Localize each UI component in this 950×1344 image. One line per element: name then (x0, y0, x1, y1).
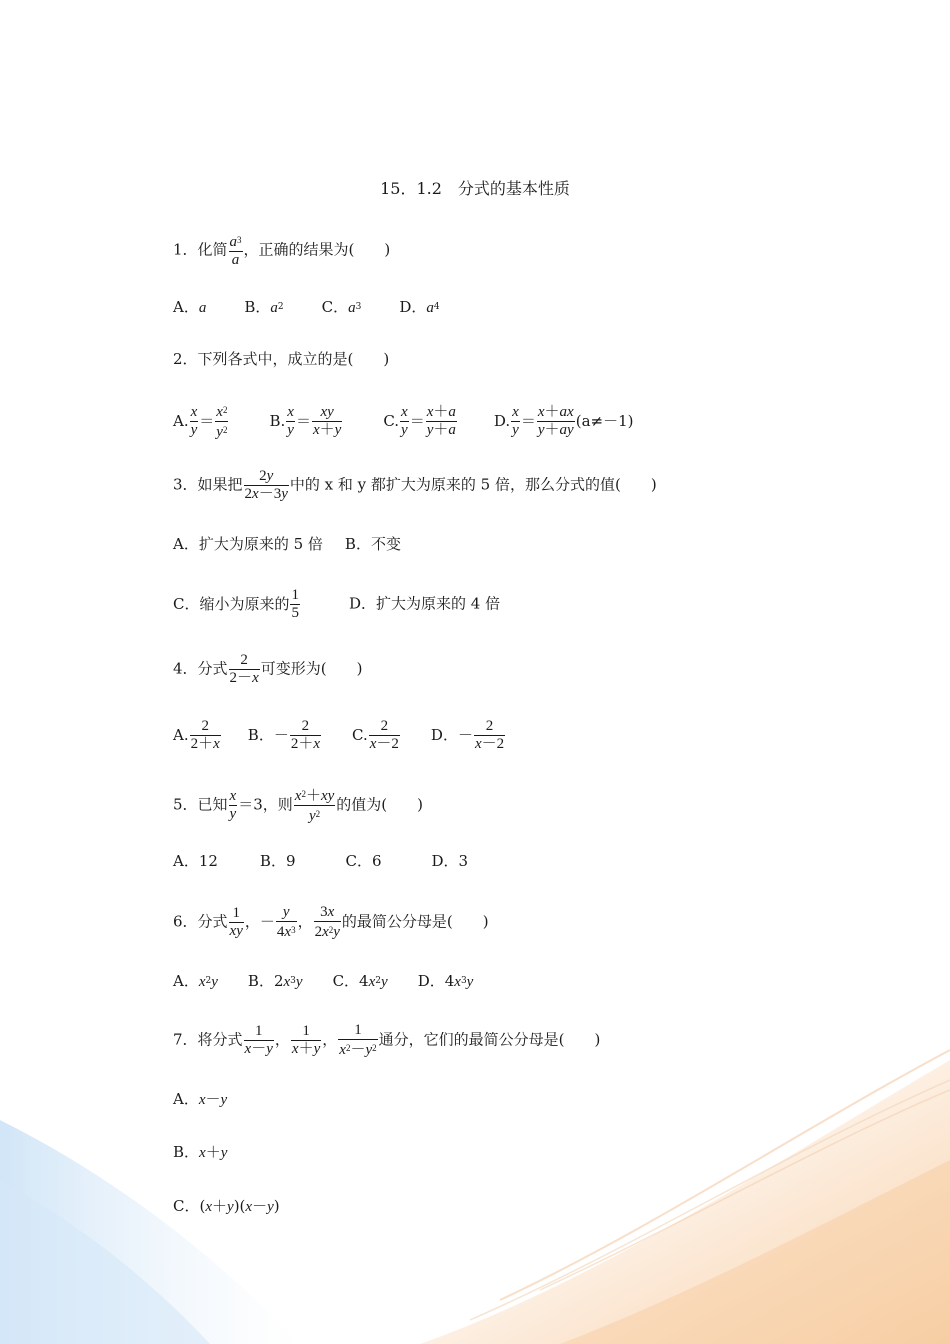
q6-stem-post: 的最简公分母是( ) (341, 912, 489, 931)
q1-option-a[interactable]: A．a (173, 298, 207, 316)
question-3 (173, 468, 657, 503)
q1-fraction: $\frac{a^3}{a}$ (229, 234, 242, 268)
question-1 (173, 232, 390, 269)
q6-stem-pre: 6．分式 (173, 912, 228, 931)
q2-option-a[interactable]: A. $\frac{x}{y}$ ＝ $\frac{x^2}{y^2}$ (173, 404, 228, 440)
q4-option-b[interactable]: B．－ $\frac{2}{2+x}$ (247, 718, 321, 752)
q5-option-d[interactable]: D．3 (431, 852, 469, 870)
q1-stem-pre: 1．化简 (173, 240, 228, 259)
q5-option-b[interactable]: B．9 (259, 852, 296, 870)
q7-fraction-1: $\frac{1}{x-y}$ (244, 1023, 273, 1057)
q7-stem-pre: 7．将分式 (173, 1030, 243, 1049)
q2-condition: (a≠－1) (575, 411, 634, 430)
q3-option-b[interactable]: B．不变 (344, 535, 401, 553)
q4-stem-post: 可变形为( ) (260, 659, 363, 678)
q1-option-b[interactable]: B．$a^2$ (244, 298, 284, 316)
q7-option-a[interactable]: A．x－y (173, 1090, 228, 1108)
q3-options-cd (173, 587, 500, 622)
q5-options (173, 852, 468, 870)
q1-option-c[interactable]: C．$a^3$ (321, 298, 362, 316)
q6-option-a[interactable]: A．$x^2y$ (173, 972, 218, 990)
q3-option-c[interactable]: C．缩小为原来的 $\frac{1}{5}$ (173, 587, 299, 621)
question-7 (173, 1022, 600, 1059)
q1-option-d[interactable]: D．$a^4$ (399, 298, 440, 316)
q5-fraction-1: $\frac{x}{y}$ (229, 788, 237, 822)
q4-option-d[interactable]: D．－ $\frac{2}{x-2}$ (430, 718, 505, 752)
q5-fraction-2: $\frac{x^2+xy}{y^2}$ (294, 788, 335, 824)
q5-stem-mid: ＝3，则 (238, 795, 293, 814)
q7-separator-2: ， (322, 1030, 338, 1049)
q3-option-d[interactable]: D．扩大为原来的 4 倍 (348, 594, 501, 613)
q6-separator-2: ， (297, 912, 313, 931)
q3-option-a[interactable]: A．扩大为原来的 5 倍 (173, 535, 323, 553)
page-title: 15．1.2 分式的基本性质 (380, 179, 570, 198)
q4-options (173, 718, 506, 753)
q2-stem: 2．下列各式中，成立的是( ) (173, 350, 390, 368)
q3-options-ab (173, 535, 401, 553)
q5-stem-pre: 5．已知 (173, 795, 228, 814)
q2-options (173, 402, 633, 441)
q1-stem-post: ，正确的结果为( ) (243, 240, 391, 259)
q3-fraction: $\frac{2y}{2x-3y}$ (244, 468, 288, 502)
q6-option-c[interactable]: C．$4x^2y$ (332, 972, 388, 990)
q7-fraction-3: $\frac{1}{x^2-y^2}$ (339, 1022, 377, 1058)
q4-option-c[interactable]: C. $\frac{2}{x-2}$ (352, 718, 399, 752)
q5-option-c[interactable]: C．6 (345, 852, 382, 870)
q4-option-a[interactable]: A. $\frac{2}{2+x}$ (173, 718, 220, 752)
q3-stem-pre: 3．如果把 (173, 475, 243, 494)
q2-option-d[interactable]: D. $\frac{x}{y}$ ＝ $\frac{x+ax}{y+ay}$ (a≠－1) (493, 404, 634, 438)
q5-option-a[interactable]: A．12 (173, 852, 218, 870)
q6-option-b[interactable]: B．$2x^3y$ (247, 972, 303, 990)
q5-stem-post: 的值为( ) (336, 795, 423, 814)
question-5 (173, 786, 423, 825)
q6-option-d[interactable]: D．$4x^3y$ (417, 972, 474, 990)
q7-option-b[interactable]: B．x＋y (173, 1143, 228, 1161)
q2-option-b[interactable]: B. $\frac{x}{y}$ ＝ $\frac{xy}{x+y}$ (269, 404, 342, 438)
question-6 (173, 904, 489, 941)
q6-fraction-3: $\frac{3x}{2x^2y}$ (314, 904, 340, 940)
q4-stem-pre: 4．分式 (173, 659, 228, 678)
q1-options (173, 298, 440, 317)
q6-separator-1: ，－ (244, 912, 275, 931)
q6-fraction-1: $\frac{1}{xy}$ (229, 905, 243, 939)
question-4 (173, 652, 362, 687)
q7-separator-1: ， (274, 1030, 290, 1049)
q2-option-c[interactable]: C. $\frac{x}{y}$ ＝ $\frac{x+a}{y+a}$ (383, 404, 456, 438)
q7-stem-post: 通分，它们的最简公分母是( ) (378, 1030, 601, 1049)
q7-option-c[interactable]: C．(x＋y)(x－y) (173, 1197, 280, 1215)
q4-fraction: $\frac{2}{2-x}$ (229, 652, 259, 686)
q7-fraction-2: $\frac{1}{x+y}$ (291, 1023, 321, 1057)
q3-stem-post: 中的 x 和 y 都扩大为原来的 5 倍，那么分式的值( ) (289, 475, 657, 494)
q6-fraction-2: $\frac{y}{4x^3}$ (276, 904, 296, 940)
q6-options (173, 972, 473, 991)
